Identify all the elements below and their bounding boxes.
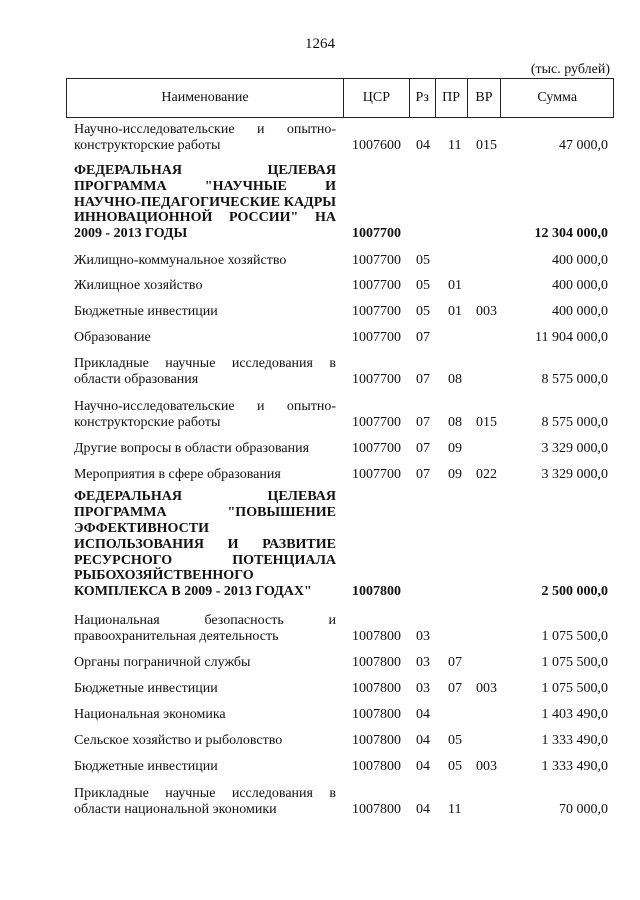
row-pr: 09 xyxy=(448,467,462,482)
row-pr: 07 xyxy=(448,655,462,670)
row-pr: 08 xyxy=(448,372,462,387)
row-pr: 01 xyxy=(448,304,462,319)
row-vr: 015 xyxy=(476,138,497,153)
row-sum: 1 075 500,0 xyxy=(541,681,608,696)
row-sum: 400 000,0 xyxy=(552,304,608,319)
row-csr: 1007700 xyxy=(352,372,401,387)
row-csr: 1007700 xyxy=(352,467,401,482)
row-rz: 04 xyxy=(416,138,430,153)
row-name: Образование xyxy=(74,330,151,345)
row-csr: 1007800 xyxy=(352,629,401,644)
row-pr: 11 xyxy=(448,138,462,153)
row-sum: 3 329 000,0 xyxy=(541,441,608,456)
row-name: Национальная экономика xyxy=(74,707,226,722)
row-vr: 022 xyxy=(476,467,497,482)
row-sum: 1 333 490,0 xyxy=(541,733,608,748)
page-number: 1264 xyxy=(305,36,335,52)
row-name: Жилищное хозяйство xyxy=(74,278,203,293)
row-name: Прикладные научные исследования в области национальной экономики xyxy=(74,786,336,817)
row-vr: 003 xyxy=(476,304,497,319)
row-rz: 07 xyxy=(416,415,430,430)
row-pr: 05 xyxy=(448,759,462,774)
row-csr: 1007700 xyxy=(352,304,401,319)
row-csr: 1007800 xyxy=(352,584,401,599)
row-csr: 1007600 xyxy=(352,138,401,153)
row-csr: 1007800 xyxy=(352,733,401,748)
units-label: (тыс. рублей) xyxy=(530,62,610,77)
row-vr: 015 xyxy=(476,415,497,430)
column-header-vr: ВР xyxy=(468,79,502,117)
row-csr: 1007700 xyxy=(352,253,401,268)
row-name: Сельское хозяйство и рыболовство xyxy=(74,733,283,748)
row-sum: 8 575 000,0 xyxy=(541,372,608,387)
row-csr: 1007700 xyxy=(352,441,401,456)
column-header-name: Наименование xyxy=(67,79,344,117)
row-sum: 70 000,0 xyxy=(559,802,608,817)
row-rz: 07 xyxy=(416,467,430,482)
row-pr: 09 xyxy=(448,441,462,456)
column-header-rz: Рз xyxy=(410,79,436,117)
row-name: Мероприятия в сфере образования xyxy=(74,467,281,482)
row-sum: 11 904 000,0 xyxy=(535,330,608,345)
row-sum: 1 075 500,0 xyxy=(541,629,608,644)
row-pr: 05 xyxy=(448,733,462,748)
row-pr: 01 xyxy=(448,278,462,293)
row-sum: 3 329 000,0 xyxy=(541,467,608,482)
row-csr: 1007800 xyxy=(352,681,401,696)
row-name: Бюджетные инвестиции xyxy=(74,759,218,774)
row-sum: 400 000,0 xyxy=(552,278,608,293)
row-rz: 05 xyxy=(416,253,430,268)
row-rz: 05 xyxy=(416,278,430,293)
row-csr: 1007800 xyxy=(352,707,401,722)
row-name: Бюджетные инвестиции xyxy=(74,304,218,319)
row-rz: 04 xyxy=(416,802,430,817)
row-rz: 05 xyxy=(416,304,430,319)
row-rz: 04 xyxy=(416,759,430,774)
row-rz: 07 xyxy=(416,441,430,456)
row-name: ФЕДЕРАЛЬНАЯ ЦЕЛЕВАЯ ПРОГРАММА "НАУЧНЫЕ И НАУЧНО-ПЕДАГОГИЧЕСКИЕ КАДРЫ ИННОВАЦИОННОЙ РОССИИ" НА 2009 - 2013 ГОДЫ xyxy=(74,163,336,242)
row-rz: 04 xyxy=(416,707,430,722)
row-name: Другие вопросы в области образования xyxy=(74,441,310,456)
row-csr: 1007700 xyxy=(352,330,401,345)
row-csr: 1007700 xyxy=(352,226,401,241)
row-rz: 03 xyxy=(416,681,430,696)
row-sum: 47 000,0 xyxy=(559,138,608,153)
row-csr: 1007800 xyxy=(352,759,401,774)
column-header-pr: ПР xyxy=(436,79,468,117)
row-sum: 1 333 490,0 xyxy=(541,759,608,774)
row-name: Прикладные научные исследования в области образования xyxy=(74,356,336,387)
row-sum: 12 304 000,0 xyxy=(534,226,608,241)
row-rz: 03 xyxy=(416,655,430,670)
row-name: Органы пограничной службы xyxy=(74,655,251,670)
row-name: Бюджетные инвестиции xyxy=(74,681,218,696)
row-rz: 07 xyxy=(416,372,430,387)
row-vr: 003 xyxy=(476,681,497,696)
row-pr: 07 xyxy=(448,681,462,696)
row-csr: 1007800 xyxy=(352,802,401,817)
row-csr: 1007700 xyxy=(352,278,401,293)
row-csr: 1007700 xyxy=(352,415,401,430)
row-rz: 03 xyxy=(416,629,430,644)
row-sum: 2 500 000,0 xyxy=(541,584,608,599)
column-header-csr: ЦСР xyxy=(344,79,410,117)
row-name: Жилищно-коммунальное хозяйство xyxy=(74,253,287,268)
row-pr: 08 xyxy=(448,415,462,430)
row-rz: 04 xyxy=(416,733,430,748)
row-name: Научно-исследовательские и опытно-конструкторские работы xyxy=(74,122,336,153)
row-sum: 1 075 500,0 xyxy=(541,655,608,670)
column-header-sum: Сумма xyxy=(537,90,578,105)
row-name: ФЕДЕРАЛЬНАЯ ЦЕЛЕВАЯ ПРОГРАММА "ПОВЫШЕНИЕ ЭФФЕКТИВНОСТИ ИСПОЛЬЗОВАНИЯ И РАЗВИТИЕ РЕСУРСНОГО ПОТЕНЦИАЛА РЫБОХОЗЯЙСТВЕННОГО КОМПЛЕКСА В 2009 - 2013 ГОДАХ" xyxy=(74,489,336,600)
row-sum: 1 403 490,0 xyxy=(541,707,608,722)
row-sum: 400 000,0 xyxy=(552,253,608,268)
row-vr: 003 xyxy=(476,759,497,774)
row-sum: 8 575 000,0 xyxy=(541,415,608,430)
row-pr: 11 xyxy=(448,802,462,817)
row-rz: 07 xyxy=(416,330,430,345)
row-name: Научно-исследовательские и опытно-конструкторские работы xyxy=(74,399,336,430)
row-name: Национальная безопасность и правоохранительная деятельность xyxy=(74,613,336,644)
row-csr: 1007800 xyxy=(352,655,401,670)
